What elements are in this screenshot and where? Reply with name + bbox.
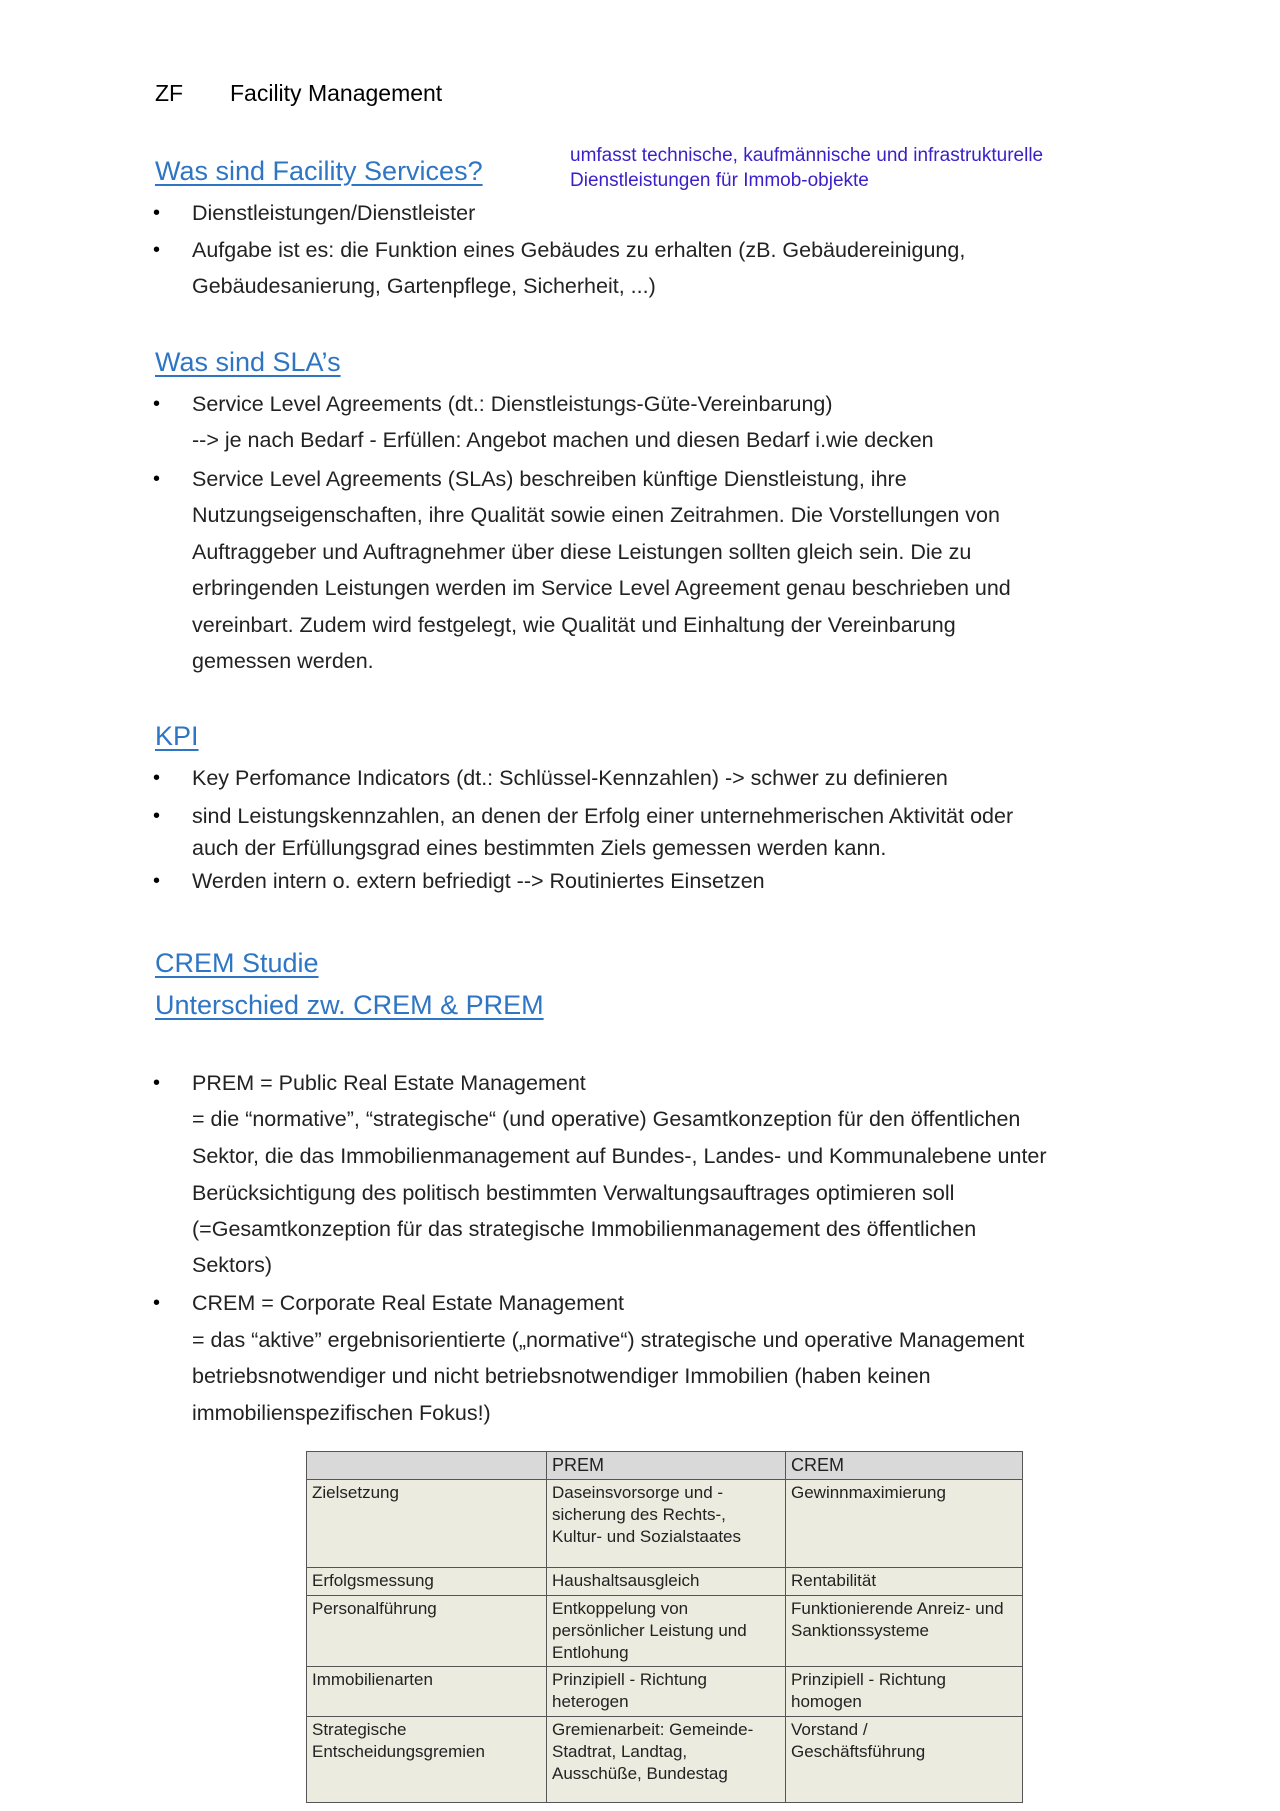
text-line: Key Perfomance Indicators (dt.: Schlüssel-Kennzahlen) -> schwer zu definieren	[192, 766, 948, 790]
header-code: ZF	[155, 80, 184, 106]
table-cell: Erfolgsmessung	[307, 1568, 547, 1596]
text-line: --> je nach Bedarf - Erfüllen: Angebot machen und diesen Bedarf i.wie decken	[192, 428, 934, 452]
table-cell: Daseinsvorsorge und - sicherung des Rechts-, Kultur- und Sozialstaates	[547, 1480, 786, 1568]
text-line: Service Level Agreements (SLAs) beschreiben künftige Dienstleistung, ihre	[192, 467, 907, 491]
text-line: immobilienspezifischen Fokus!)	[192, 1401, 491, 1425]
text-line: Nutzungseigenschaften, ihre Qualität sowie einen Zeitrahmen. Die Vorstellungen von	[192, 503, 1000, 527]
table-cell: Zielsetzung	[307, 1480, 547, 1568]
text-line: Auftraggeber und Auftragnehmer über diese Leistungen sollten gleich sein. Die zu	[192, 540, 972, 564]
table-row	[307, 1667, 1023, 1717]
text-line: Sektor, die das Immobilienmanagement auf Bundes-, Landes- und Kommunalebene unter	[192, 1144, 1047, 1168]
text-line: betriebsnotwendiger und nicht betriebsnotwendiger Immobilien (haben keinen	[192, 1364, 931, 1388]
prem-crem-table	[306, 1451, 1023, 1803]
table-header-cell: CREM	[786, 1452, 1023, 1480]
table-row	[307, 1480, 1023, 1568]
table-cell: Funktionierende Anreiz- und Sanktionssysteme	[786, 1596, 1023, 1667]
text-line: Werden intern o. extern befriedigt --> Routiniertes Einsetzen	[192, 869, 765, 893]
table-cell: Strategische Entscheidungsgremien	[307, 1717, 547, 1803]
text-line: (=Gesamtkonzeption für das strategische Immobilienmanagement des öffentlichen	[192, 1217, 977, 1241]
heading-sla[interactable]: Was sind SLA’s	[155, 347, 341, 377]
bullet: •	[153, 870, 161, 892]
table-cell: Rentabilität	[786, 1568, 1023, 1596]
text-line: sind Leistungskennzahlen, an denen der Erfolg einer unternehmerischen Aktivität oder	[192, 804, 1014, 828]
table-header-cell	[307, 1452, 547, 1480]
table-cell: Haushaltsausgleich	[547, 1568, 786, 1596]
text-line: = das “aktive” ergebnisorientierte („normative“) strategische und operative Management	[192, 1328, 1025, 1352]
text-line: Gebäudesanierung, Gartenpflege, Sicherheit, ...)	[192, 274, 656, 298]
bullet: •	[153, 805, 161, 827]
heading-crem-studie[interactable]: CREM Studie	[155, 948, 319, 978]
bullet: •	[153, 393, 161, 415]
table-row	[307, 1568, 1023, 1596]
note-line: Dienstleistungen für Immob-objekte	[570, 170, 869, 191]
header-title: Facility Management	[230, 80, 443, 106]
table-header-cell: PREM	[547, 1452, 786, 1480]
bullet: •	[153, 767, 161, 789]
table-cell: Gewinnmaximierung	[786, 1480, 1023, 1568]
text-line: Service Level Agreements (dt.: Dienstleistungs-Güte-Vereinbarung)	[192, 392, 833, 416]
bullet: •	[153, 1292, 161, 1314]
table-cell: Prinzipiell - Richtung heterogen	[547, 1667, 786, 1717]
table-cell: Prinzipiell - Richtung homogen	[786, 1667, 1023, 1717]
text-line: = die “normative”, “strategische“ (und operative) Gesamtkonzeption für den öffentlichen	[192, 1107, 1021, 1131]
table-row	[307, 1717, 1023, 1803]
text-line: Dienstleistungen/Dienstleister	[192, 201, 476, 225]
table-cell: Gremienarbeit: Gemeinde- Stadtrat, Landtag, Ausschüße, Bundestag	[547, 1717, 786, 1803]
heading-crem-prem[interactable]: Unterschied zw. CREM & PREM	[155, 990, 544, 1020]
heading-kpi[interactable]: KPI	[155, 721, 199, 751]
text-line: vereinbart. Zudem wird festgelegt, wie Qualität und Einhaltung der Vereinbarung	[192, 613, 956, 637]
text-line: CREM = Corporate Real Estate Management	[192, 1291, 624, 1315]
note-line: umfasst technische, kaufmännische und infrastrukturelle	[570, 145, 1044, 166]
bullet: •	[153, 1072, 161, 1094]
text-line: PREM = Public Real Estate Management	[192, 1071, 586, 1095]
bullet: •	[153, 468, 161, 490]
bullet: •	[153, 239, 161, 261]
table-row	[307, 1596, 1023, 1667]
table-cell: Vorstand / Geschäftsführung	[786, 1717, 1023, 1803]
table-cell: Personalführung	[307, 1596, 547, 1667]
table-cell: Immobilienarten	[307, 1667, 547, 1717]
text-line: gemessen werden.	[192, 649, 374, 673]
bullet: •	[153, 202, 161, 224]
heading-facility-services[interactable]: Was sind Facility Services?	[155, 156, 483, 186]
text-line: Sektors)	[192, 1253, 273, 1277]
table-cell: Entkoppelung von persönlicher Leistung und Entlohung	[547, 1596, 786, 1667]
text-line: erbringenden Leistungen werden im Service Level Agreement genau beschrieben und	[192, 576, 1011, 600]
text-line: Aufgabe ist es: die Funktion eines Gebäudes zu erhalten (zB. Gebäudereinigung,	[192, 238, 966, 262]
text-line: auch der Erfüllungsgrad eines bestimmten Ziels gemessen werden kann.	[192, 836, 887, 860]
table-header-row	[307, 1452, 1023, 1480]
text-line: Berücksichtigung des politisch bestimmten Verwaltungsauftrages optimieren soll	[192, 1181, 955, 1205]
